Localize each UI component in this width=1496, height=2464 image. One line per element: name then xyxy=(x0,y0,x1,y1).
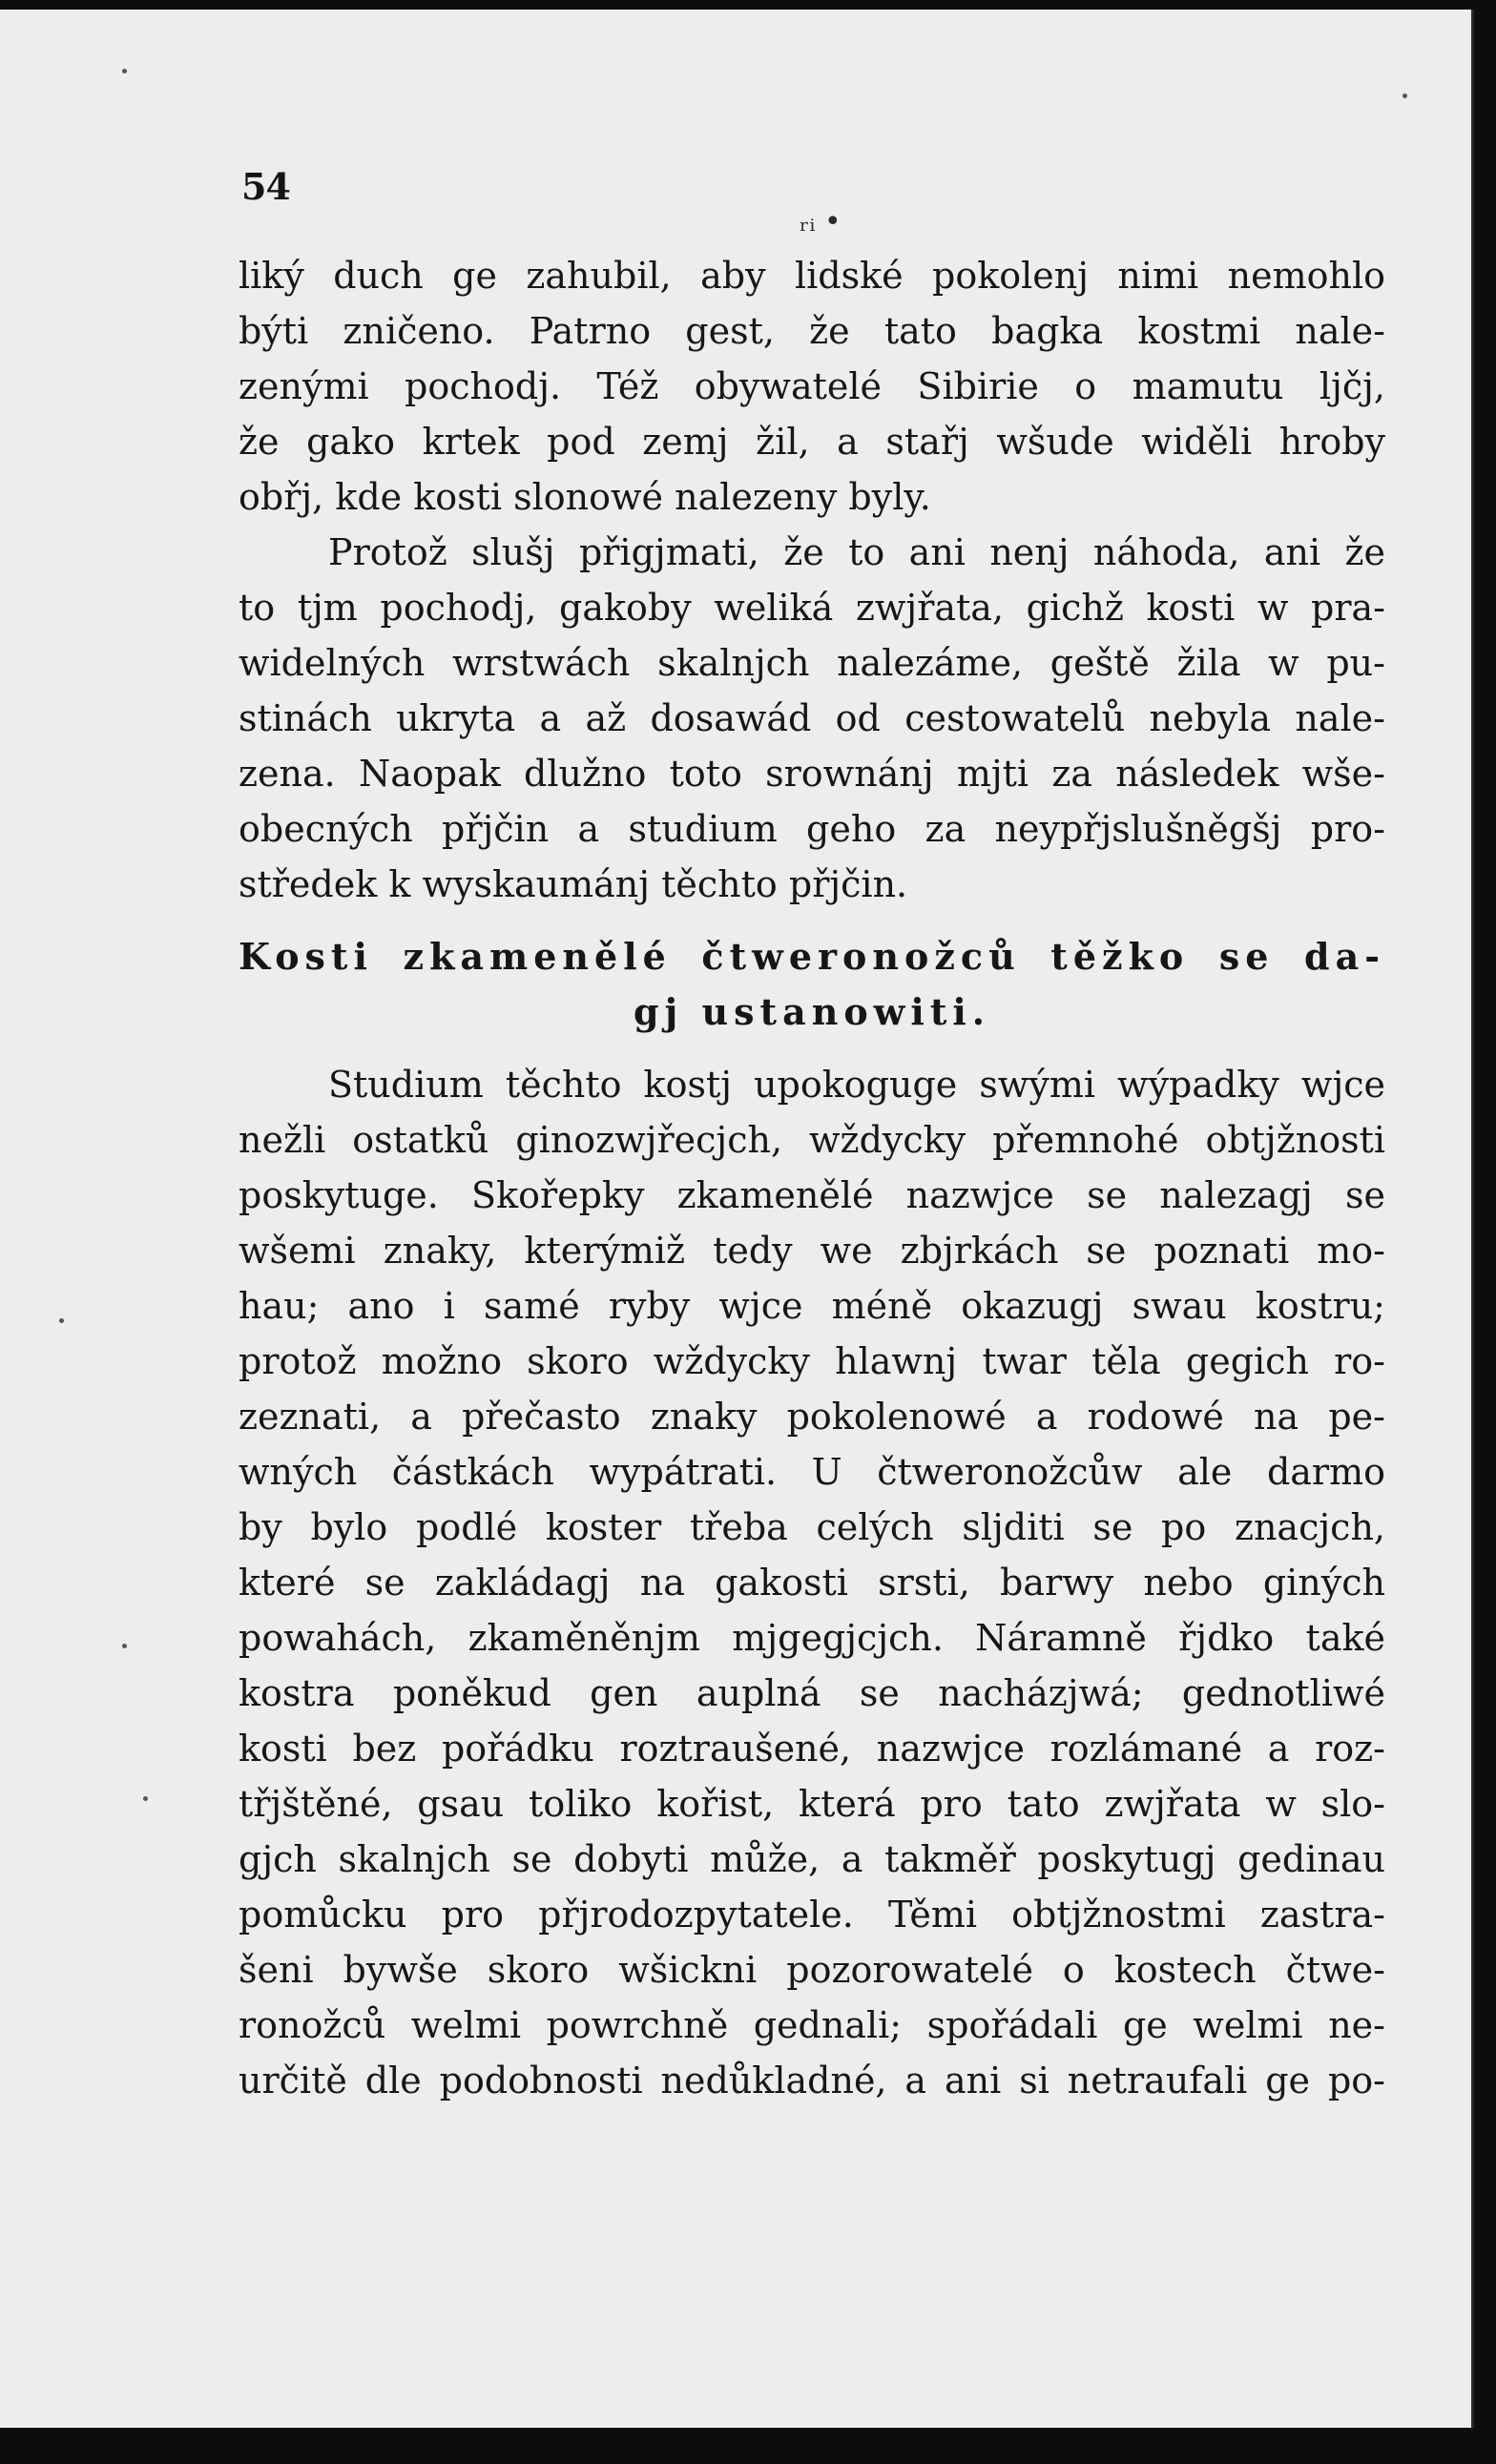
spacer xyxy=(239,1040,1385,1057)
text-line: středek k wyskaumánj těchto přjčin. xyxy=(239,863,908,905)
page-number: 54 xyxy=(241,165,290,208)
book-page xyxy=(0,10,1474,2428)
text-line: gjch skalnjch se dobyti může, a takměř poskytugj gedinau xyxy=(239,1838,1385,1880)
text-line: hau; ano i samé ryby wjce méně okazugj swau kostru; xyxy=(239,1285,1385,1327)
text-line: protož možno skoro wždycky hlawnj twar těla gegich ro- xyxy=(239,1340,1385,1382)
text-line: to tjm pochodj, gakoby weliká zwjřata, gichž kosti w pra- xyxy=(239,587,1385,629)
text-line: powahách, zkaměněnjm mjgegjcjch. Náramně řjdko také xyxy=(239,1617,1385,1659)
heading-line-1: Kosti zkamenělé čtweronožců těžko se da- xyxy=(239,935,1385,978)
text-line: obřj, kde kosti slonowé nalezeny byly. xyxy=(239,476,931,518)
text-line: kostra poněkud gen auplná se nacházjwá; gednotliwé xyxy=(239,1672,1385,1714)
margin-speck xyxy=(59,1318,64,1323)
text-line: třjštěné, gsau toliko kořist, která pro tato zwjřata w slo- xyxy=(239,1783,1385,1825)
text-line: wšemi znaky, kterýmiž tedy we zbjrkách se poznati mo- xyxy=(239,1230,1385,1272)
text-line: šeni bywše skoro wšickni pozorowatelé o kostech čtwe- xyxy=(239,1949,1385,1991)
text-line: by bylo podlé koster třeba celých sljditi se po znacjch, xyxy=(239,1506,1385,1548)
text-line: stinách ukryta a až dosawád od cestowatelů nebyla nale- xyxy=(239,697,1385,739)
margin-speck xyxy=(143,1796,148,1801)
paragraph-1 xyxy=(239,248,1385,525)
printer-signature-mark: ᵣᵢ • xyxy=(800,205,842,238)
text-line: nežli ostatků ginozwjřecjch, wždycky přemnohé obtjžnosti xyxy=(239,1119,1385,1161)
text-line: wných částkách wypátrati. U čtweronožcůw ale darmo xyxy=(239,1451,1385,1493)
text-line: býti zničeno. Patrno gest, že tato bagka kostmi nale- xyxy=(239,310,1385,352)
section-heading xyxy=(239,929,1385,1040)
text-line: pomůcku pro přjrodozpytatele. Těmi obtjžnostmi zastra- xyxy=(239,1894,1385,1936)
heading-line-2: gj ustanowiti. xyxy=(633,990,991,1033)
text-line: poskytuge. Skořepky zkamenělé nazwjce se nalezagj se xyxy=(239,1174,1385,1216)
margin-speck xyxy=(122,69,127,73)
text-line: zeznati, a přečasto znaky pokolenowé a rodowé na pe- xyxy=(239,1396,1385,1438)
text-line: zenými pochodj. Též obywatelé Sibirie o mamutu ljčj, xyxy=(239,365,1385,407)
text-line: zena. Naopak dlužno toto srownánj mjti za následek wše- xyxy=(239,753,1385,795)
spacer xyxy=(239,912,1385,929)
margin-speck xyxy=(1402,93,1407,98)
text-line: že gako krtek pod zemj žil, a stařj wšude widěli hroby xyxy=(239,421,1385,463)
text-line: Protož slušj přigjmati, že to ani nenj náhoda, ani že xyxy=(328,531,1385,573)
text-line: které se zakládagj na gakosti srsti, barwy nebo giných xyxy=(239,1562,1385,1604)
margin-speck xyxy=(122,1644,127,1648)
text-line: kosti bez pořádku roztraušené, nazwjce rozlámané a roz- xyxy=(239,1728,1385,1770)
text-line: Studium těchto kostj upokoguge swými wýpadky wjce xyxy=(328,1064,1385,1106)
paragraph-2 xyxy=(239,525,1385,912)
text-line: obecných přjčin a studium geho za neypřjslušněgšj pro- xyxy=(239,808,1385,850)
paragraph-3 xyxy=(239,1057,1385,2108)
text-line: určitě dle podobnosti nedůkladné, a ani si netraufali ge po- xyxy=(239,2060,1385,2102)
text-line: liký duch ge zahubil, aby lidské pokolenj nimi nemohlo xyxy=(239,255,1385,297)
body-text xyxy=(239,248,1385,2108)
text-line: ronožců welmi powrchně gednali; spořádali ge welmi ne- xyxy=(239,2004,1385,2046)
text-line: widelných wrstwách skalnjch nalezáme, geště žila w pu- xyxy=(239,642,1385,684)
